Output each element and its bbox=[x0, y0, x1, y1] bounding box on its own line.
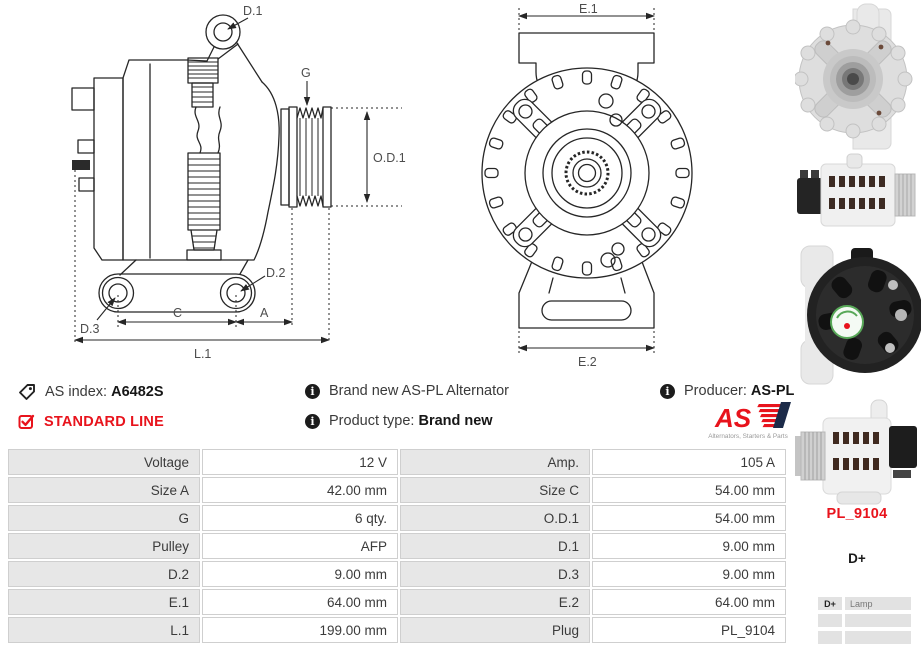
spec-label: E.2 bbox=[400, 589, 590, 615]
producer-label: Producer: bbox=[684, 383, 747, 399]
spec-value: PL_9104 bbox=[592, 617, 786, 643]
as-pl-logo bbox=[701, 400, 795, 442]
plug-pin-cell-empty bbox=[818, 614, 842, 627]
product-type-text bbox=[329, 413, 493, 429]
spec-label: G bbox=[8, 505, 200, 531]
brand-new-text: Brand new AS-PL Alternator bbox=[329, 383, 510, 399]
as-index-label: AS index: bbox=[45, 384, 108, 400]
logo-tagline: Alternators, Starters & Parts bbox=[708, 433, 788, 440]
spec-value: 9.00 mm bbox=[202, 561, 398, 587]
info-icon: i bbox=[660, 384, 675, 399]
spec-value: 199.00 mm bbox=[202, 617, 398, 643]
spec-value: 64.00 mm bbox=[592, 589, 786, 615]
spec-label: Voltage bbox=[8, 449, 200, 475]
rotor-shaft bbox=[187, 58, 221, 260]
spec-label: E.1 bbox=[8, 589, 200, 615]
spec-value: 54.00 mm bbox=[592, 505, 786, 531]
spec-label: Plug bbox=[400, 617, 590, 643]
product-photo-side-view-2 bbox=[793, 398, 921, 506]
spec-label: Pulley bbox=[8, 533, 200, 559]
dim-label-a: A bbox=[260, 306, 269, 320]
dim-label-od1: O.D.1 bbox=[373, 151, 406, 165]
spec-value: 54.00 mm bbox=[592, 477, 786, 503]
spec-label: D.1 bbox=[400, 533, 590, 559]
spec-label: D.2 bbox=[8, 561, 200, 587]
logo-as-text: AS bbox=[715, 403, 752, 433]
front-view-technical-drawing bbox=[460, 2, 710, 372]
checkbox-checked-icon bbox=[18, 413, 35, 430]
plug-code-label: PL_9104 bbox=[826, 506, 888, 522]
pulley bbox=[281, 107, 331, 207]
spec-value: AFP bbox=[202, 533, 398, 559]
spec-label: Size C bbox=[400, 477, 590, 503]
top-mounting-eye bbox=[206, 15, 262, 82]
plug-pin-desc-cell-empty bbox=[845, 614, 911, 627]
as-index-value: A6482S bbox=[111, 384, 164, 400]
product-type-row bbox=[305, 413, 493, 429]
spec-label: L.1 bbox=[8, 617, 200, 643]
as-index-text bbox=[45, 384, 164, 400]
spec-value: 6 qty. bbox=[202, 505, 398, 531]
dim-label-d2: D.2 bbox=[266, 266, 286, 280]
producer-value: AS-PL bbox=[750, 383, 795, 399]
terminal-label: D+ bbox=[848, 551, 866, 566]
rear-cover bbox=[72, 78, 123, 260]
info-icon: i bbox=[305, 384, 320, 399]
product-photo-front-view bbox=[795, 3, 920, 151]
spec-value: 105 A bbox=[592, 449, 786, 475]
spec-value: 42.00 mm bbox=[202, 477, 398, 503]
spec-value: 9.00 mm bbox=[592, 561, 786, 587]
product-type-value: Brand new bbox=[418, 413, 493, 429]
plug-pin-cell: D+ bbox=[818, 597, 842, 610]
product-photo-rear-view bbox=[793, 240, 921, 390]
spec-value: 9.00 mm bbox=[592, 533, 786, 559]
bracket-slot bbox=[542, 301, 631, 320]
tag-icon bbox=[18, 383, 36, 401]
side-view-technical-drawing bbox=[10, 2, 410, 370]
spec-table bbox=[8, 449, 786, 643]
dim-label-e1: E.1 bbox=[579, 2, 598, 16]
spec-label: Size A bbox=[8, 477, 200, 503]
dim-label-g: G bbox=[301, 66, 311, 80]
dim-label-c: C bbox=[173, 306, 183, 320]
product-photo-side-view bbox=[795, 152, 920, 238]
spec-label: D.3 bbox=[400, 561, 590, 587]
dim-label-d1: D.1 bbox=[243, 4, 263, 18]
plug-pinout-table bbox=[818, 597, 911, 644]
standard-line-row bbox=[18, 413, 164, 430]
center-hub bbox=[525, 111, 649, 235]
dim-label-l1: L.1 bbox=[194, 347, 212, 361]
brand-new-row bbox=[305, 383, 509, 399]
spec-value: 64.00 mm bbox=[202, 589, 398, 615]
spec-label: Amp. bbox=[400, 449, 590, 475]
spec-label: O.D.1 bbox=[400, 505, 590, 531]
info-icon: i bbox=[305, 414, 320, 429]
plug-pin-desc-cell-empty bbox=[845, 631, 911, 644]
plug-pin-desc-cell: Lamp bbox=[845, 597, 911, 610]
dim-label-d3: D.3 bbox=[80, 322, 100, 336]
as-index-row bbox=[18, 383, 164, 401]
spec-value: 12 V bbox=[202, 449, 398, 475]
product-type-label: Product type: bbox=[329, 413, 415, 429]
producer-text bbox=[684, 383, 794, 399]
plug-pin-cell-empty bbox=[818, 631, 842, 644]
producer-row bbox=[660, 383, 794, 399]
standard-line-label: STANDARD LINE bbox=[44, 413, 164, 430]
dim-label-e2: E.2 bbox=[578, 355, 597, 369]
